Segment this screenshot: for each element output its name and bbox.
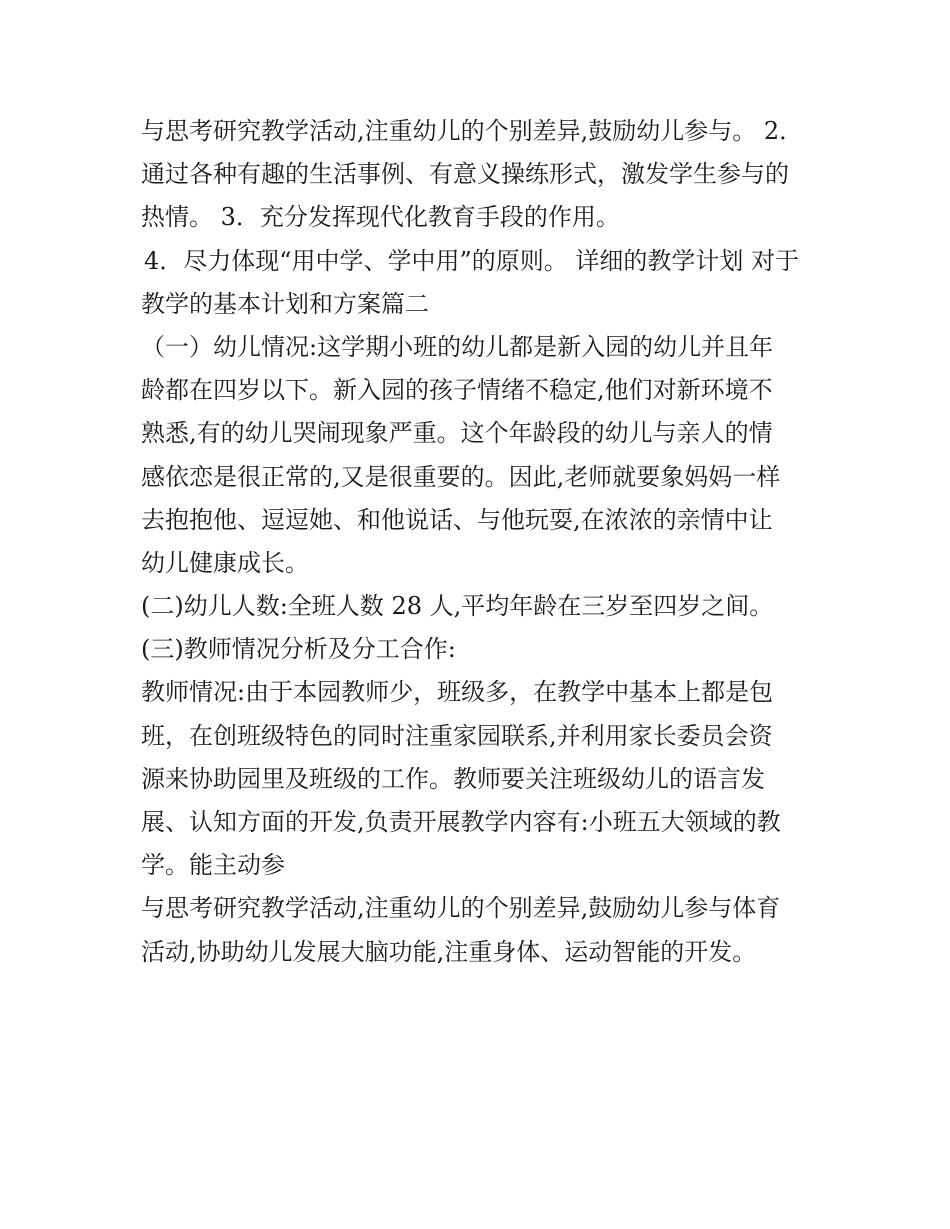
text-line: 活动,协助幼儿发展大脑功能,注重身体、运动智能的开发。 bbox=[141, 937, 757, 966]
text-line: 4．尽力体现“用中学、学中用”的原则。 详细的教学计划 对于 bbox=[144, 246, 800, 275]
text-line: 教师情况:由于本园教师少，班级多，在教学中基本上都是包 bbox=[141, 678, 774, 707]
text-line: 幼儿健康成长。 bbox=[141, 548, 309, 577]
text-line: 熟悉,有的幼儿哭闹现象严重。这个年龄段的幼儿与亲人的情 bbox=[141, 419, 773, 448]
text-line: 展、认知方面的开发,负责开展教学内容有:小班五大领域的教 bbox=[141, 808, 781, 836]
text-line: 与思考研究教学活动,注重幼儿的个别差异,鼓励幼儿参与体育 bbox=[141, 894, 781, 923]
text-line: (二)幼儿人数:全班人数 28 人,平均年龄在三岁至四岁之间。 bbox=[141, 592, 774, 621]
text-line: 感依恋是很正常的,又是很重要的。因此,老师就要象妈妈一样 bbox=[141, 462, 781, 491]
text-line: 去抱抱他、逗逗她、和他说话、与他玩耍,在浓浓的亲情中让 bbox=[141, 505, 773, 534]
text-line: （一）幼儿情况:这学期小班的幼儿都是新入园的幼儿并且年 bbox=[141, 332, 774, 361]
text-line: 班，在创班级特色的同时注重家园联系,并利用家长委员会资 bbox=[141, 721, 773, 750]
body-text bbox=[141, 110, 821, 974]
text-line: 与思考研究教学活动,注重幼儿的个别差异,鼓励幼儿参与。 2． bbox=[141, 117, 804, 145]
text-line: 热情。 3．充分发挥现代化教育手段的作用。 bbox=[141, 203, 620, 232]
text-line: 龄都在四岁以下。新入园的孩子情绪不稳定,他们对新环境不 bbox=[141, 376, 773, 405]
text-line: (三)教师情况分析及分工合作: bbox=[141, 635, 456, 664]
text-line: 教学的基本计划和方案篇二 bbox=[141, 289, 429, 318]
text-line: 源来协助园里及班级的工作。教师要关注班级幼儿的语言发 bbox=[141, 764, 765, 793]
text-line: 通过各种有趣的生活事例、有意义操练形式，激发学生参与的 bbox=[141, 160, 789, 189]
text-line: 学。能主动参 bbox=[141, 851, 285, 880]
